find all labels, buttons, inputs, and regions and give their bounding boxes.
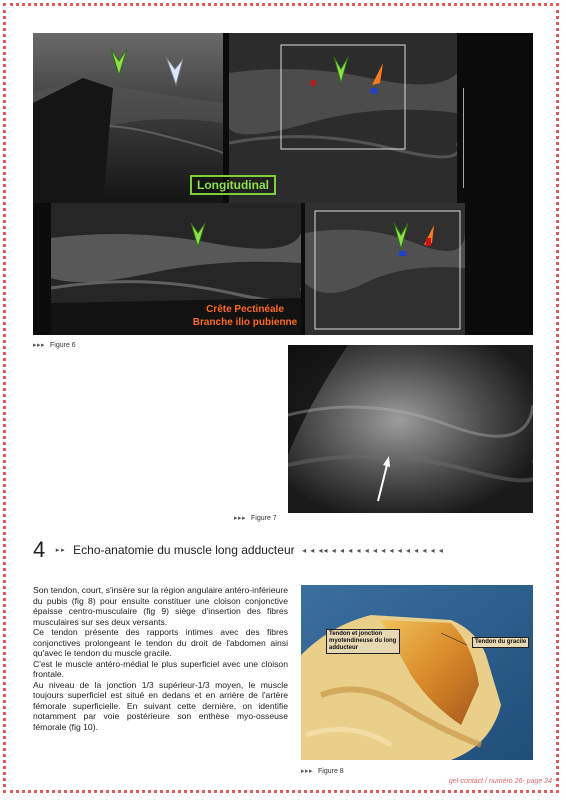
label-crete-line1: Crête Pectinéale: [206, 304, 284, 315]
label-longitudinal: Longitudinal: [190, 175, 276, 195]
section-marker: ▸ ▸: [55, 547, 65, 554]
paragraph: Son tendon, court, s'insère sur la région angulaire antéro-inférieure du pubis (fig 8) pour ensuite constituer une cloison conjonctive épaisse centro-musculaire (fig 9) siège d'insertion des fibres musculaires sur ses deux versants.: [33, 585, 288, 627]
caption-text: Figure 8: [318, 768, 344, 775]
section-title: Echo-anatomie du muscle long adducteur: [73, 543, 295, 557]
doppler-blue-signal: [399, 251, 406, 256]
label-crete-line2: Branche ilio pubienne: [192, 317, 298, 328]
caption-text: Figure 7: [251, 515, 277, 522]
section-number: 4: [33, 537, 46, 562]
green-arrow-icon: [391, 221, 411, 251]
caption-marker: ▸▸▸: [301, 768, 314, 775]
body-text: [33, 585, 288, 732]
figure-7-ultrasound: [288, 345, 533, 513]
paragraph: Ce tendon présente des rapports intimes avec des fibres conjonctives prolongeant le tendon du droit de l'abdomen ainsi qu'avec le tendon du muscle gracile.: [33, 627, 288, 658]
label-tendon-gracile: Tendon du gracile: [472, 637, 529, 648]
paragraph: Au niveau de la jonction 1/3 supérieur-1/3 moyen, le muscle toujours superficiel est situé en dedans et en arrière de l'artère fémorale superficielle. En suivant cette dernière, on identifie notamment par voie postérieure son enthèse myo-osseuse fémorale (fig 10).: [33, 679, 288, 732]
green-arrow-icon: [108, 47, 130, 77]
section-tail-markers: ◂ ◂ ◂◂ ◂ ◂ ◂ ◂ ◂ ◂ ◂ ◂ ◂ ◂ ◂ ◂ ◂ ◂: [302, 545, 444, 555]
white-arrow-icon: [376, 455, 392, 503]
caption-marker: ▸▸▸: [33, 342, 46, 349]
figure-7-caption: [234, 514, 277, 522]
figure-6-caption: [33, 341, 76, 349]
doppler-red-signal: [311, 80, 315, 86]
green-arrow-icon: [188, 221, 208, 249]
orange-arrow-icon: [368, 61, 386, 89]
figure-8-caption: [301, 767, 344, 775]
caption-marker: ▸▸▸: [234, 515, 247, 522]
page-footer: gel-contact / numéro 26- page 24: [448, 778, 552, 785]
section-heading: [33, 537, 533, 563]
figure-8-photo: [301, 585, 533, 760]
white-arrow-icon: [163, 55, 185, 87]
doppler-image-bottom-right: [305, 203, 465, 335]
green-arrow-icon: [331, 55, 351, 85]
label-tendon-jonction: Tendon et jonction myotendineuse du long adducteur: [326, 629, 400, 654]
doppler-red-signal: [426, 238, 431, 246]
doppler-blue-signal: [371, 88, 377, 94]
figure-6: [33, 33, 533, 335]
paragraph: C'est le muscle antéro-médial le plus superficiel avec une cloison frontale.: [33, 658, 288, 679]
caption-text: Figure 6: [50, 342, 76, 349]
depth-scale: [463, 88, 468, 188]
label-crete-pectineale: [175, 303, 315, 329]
